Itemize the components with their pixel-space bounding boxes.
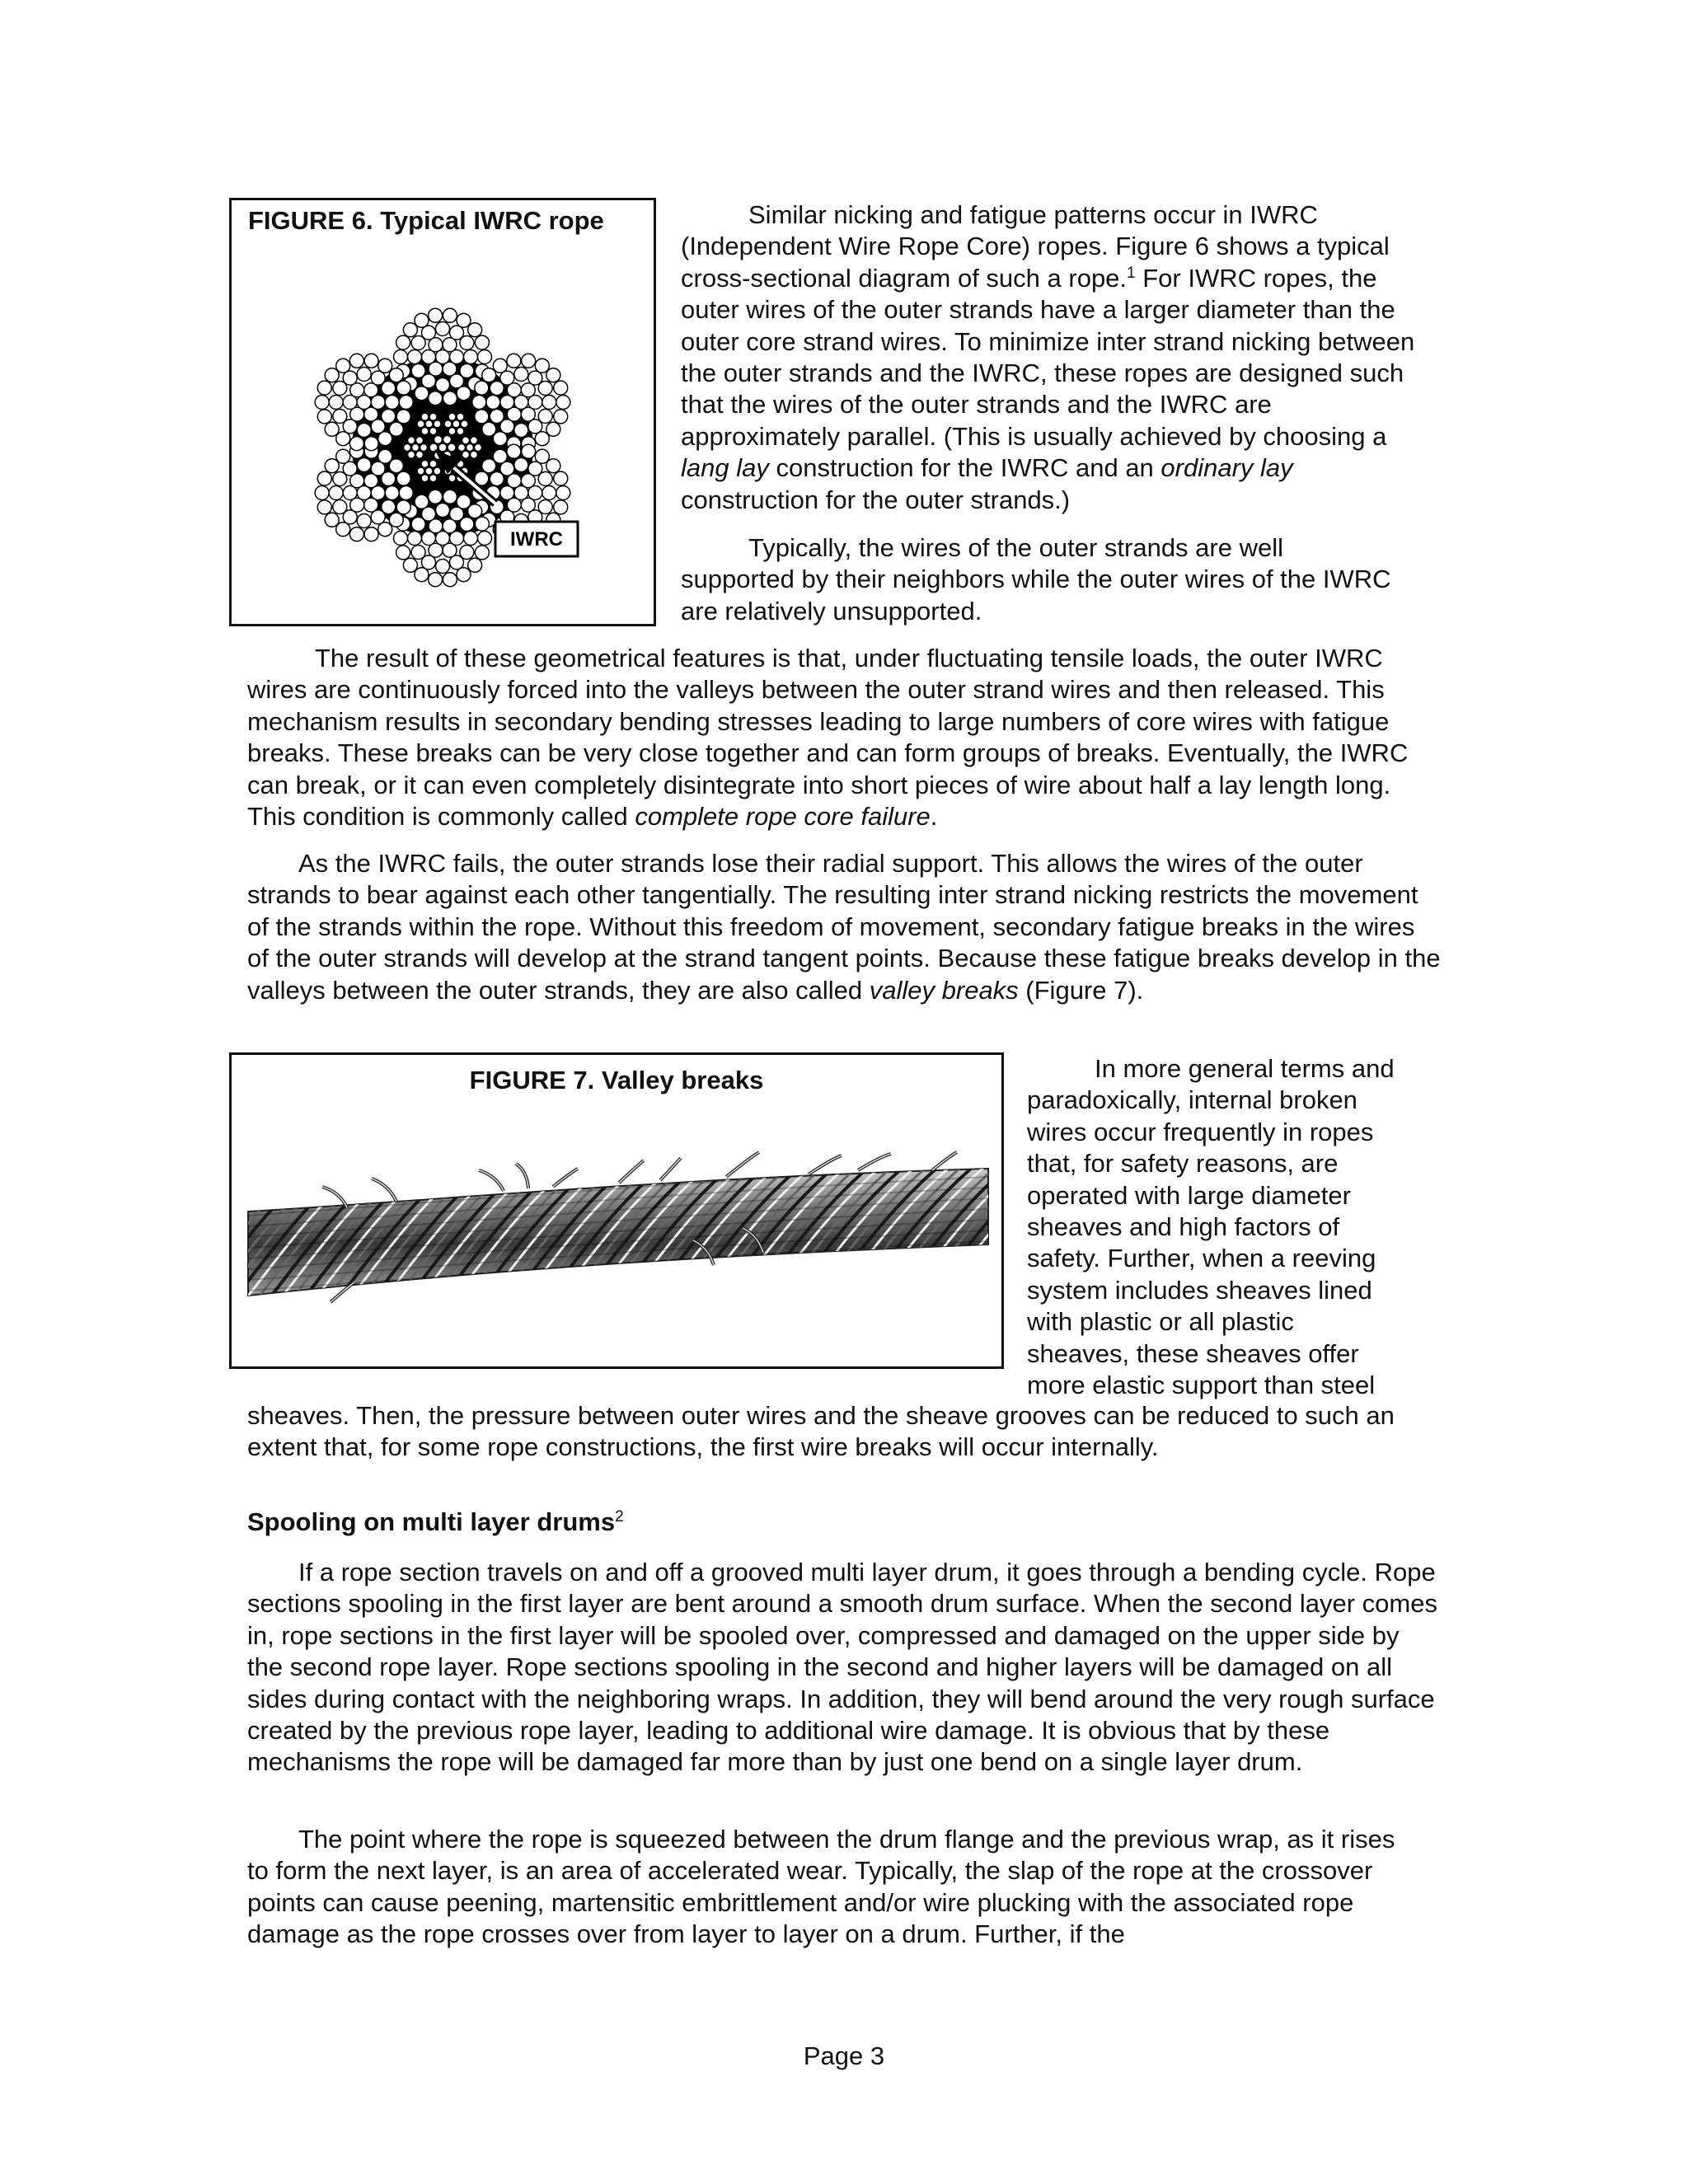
valley-breaks-rope-photo	[232, 1055, 1001, 1366]
footnote-ref-1: 1	[1127, 264, 1136, 282]
column-line-4: that, for safety reasons, are	[1027, 1149, 1339, 1179]
column-line-8: system includes sheaves lined	[1027, 1275, 1372, 1305]
column-line-11: more elastic support than steel	[1027, 1371, 1376, 1400]
column-line-9: with plastic or all plastic	[1027, 1307, 1294, 1337]
column-line-10: sheaves, these sheaves offer	[1027, 1338, 1359, 1368]
paragraph-multi-layer-bending: If a rope section travels on and off a grooved multi layer drum, it goes through a bending cycle. Rope sections spooling in the first layer are bent around a smooth drum surface. When the second layer comes in, rope sections in the first layer will be spooled over, compressed and damaged on the upper side by the second rope layer. Rope sections spooling in the second and higher layers will be damaged on all sides during contact with the neighboring wraps. In addition, they will bend around the very rough surface created by the previous rope layer, leading to additional wire damage. It is obvious that by these mechanisms the rope will be damaged far more than by just one bend on a single layer drum.	[247, 1558, 1437, 1777]
paragraph-crossover-wear: The point where the rope is squeezed between the drum flange and the previous wrap, as it rises to form the next layer, is an area of accelerated wear. Typically, the slap of the rope at the crossover points can cause peening, martensitic embrittlement and/or wire plucking with the associated rope damage as the rope crosses over from layer to layer on a drum. Further, if the	[247, 1825, 1395, 1949]
column-line-7: safety. Further, when a reeving	[1027, 1244, 1376, 1273]
section-heading-spooling: Spooling on multi layer drums$^2$	[247, 1507, 624, 1536]
figure-6-caption: FIGURE 6. Typical IWRC rope	[248, 206, 604, 235]
page-number: Page 3	[803, 2041, 885, 2070]
column-line-3: wires occur frequently in ropes	[1027, 1117, 1374, 1146]
paragraph-outer-strands-supported: Typically, the wires of the outer strands are well supported by their neighbors while the outer wires of the IWRC are relatively unsupported.	[681, 533, 1391, 626]
figure-7-box	[229, 1052, 1004, 1369]
iwrc-cross-section-diagram	[232, 200, 654, 624]
iwrc-callout-label: IWRC	[510, 528, 563, 551]
footnote-ref-2: 2	[615, 1508, 624, 1526]
paragraph-valley-breaks: As the IWRC fails, the outer strands lose their radial support. This allows the wires of the outer strands to bear against each other tangentially. The resulting inter strand nicking restricts the movement of the strands within the rope. Without this freedom of movement, secondary fatigue breaks in the wires of the outer strands will develop at the strand tangent points. Because these fatigue breaks develop in the valleys between the outer strands, they are also called valley breaks (Figure 7).	[247, 849, 1441, 1005]
column-line-1: In more general terms and	[1095, 1054, 1395, 1083]
paragraph-internal-breaks-column	[1027, 1053, 1456, 1401]
column-line-2: paradoxically, internal broken	[1027, 1085, 1357, 1115]
figure-6-box	[229, 198, 656, 626]
column-line-5: operated with large diameter	[1027, 1180, 1351, 1210]
paragraph-core-failure: The result of these geometrical features is that, under fluctuating tensile loads, the outer IWRC wires are continuously forced into the valleys between the outer strand wires and then released. This mechanism results in secondary bending stresses leading to large numbers of core wires with fatigue breaks. These breaks can be very close together and can form groups of breaks. Eventually, the IWRC can break, or it can even completely disintegrate into short pieces of wire about half a lay length long. This condition is commonly called complete rope core failure.	[247, 644, 1409, 832]
column-line-6: sheaves and high factors of	[1027, 1212, 1340, 1242]
paragraph-iwrc-intro: Similar nicking and fatigue patterns occur in IWRC (Independent Wire Rope Core) ropes. Figure 6 shows a typical cross-sectional diagram of such a rope.$^1$ For IWRC ropes, the outer wires of the outer strands have a larger diameter than the outer core strand wires. To minimize inter strand nicking between the outer strands and the IWRC, these ropes are designed such that the wires of the outer strands and the IWRC are approximately parallel. (This is usually achieved by choosing a lang lay construction for the IWRC and an ordinary lay construction for the outer strands.)	[681, 200, 1415, 514]
figure-7-caption: FIGURE 7. Valley breaks	[469, 1066, 764, 1094]
paragraph-internal-breaks-continuation: sheaves. Then, the pressure between outer wires and the sheave grooves can be reduced to such an extent that, for some rope constructions, the first wire breaks will occur internally.	[247, 1401, 1395, 1462]
